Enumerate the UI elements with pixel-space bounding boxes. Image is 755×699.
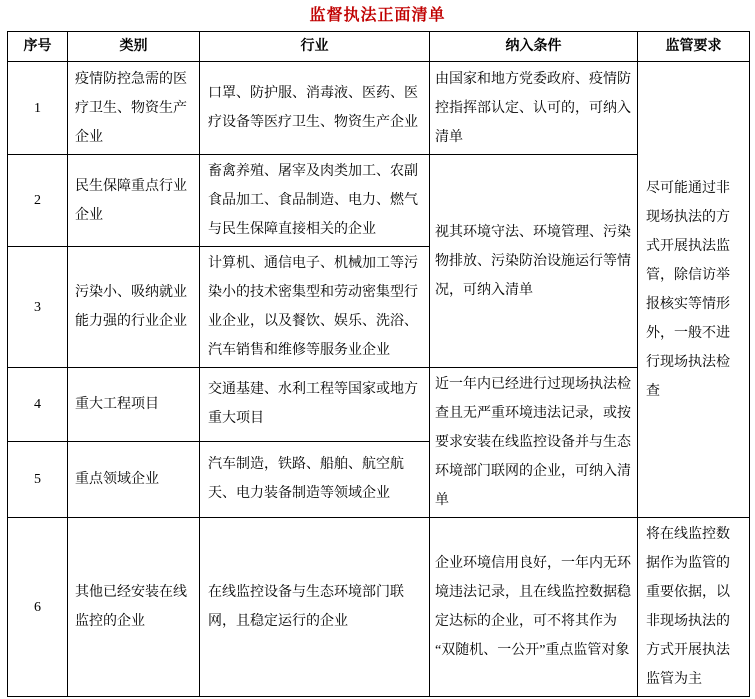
condition-cell-rows2-3: 视其环境守法、环境管理、污染物排放、污染防治设施运行等情况，可纳入清单 bbox=[430, 155, 638, 368]
row2-category-cell: 民生保障重点行业企业 bbox=[68, 155, 200, 247]
row1-condition-cell: 由国家和地方党委政府、疫情防控指挥部认定、认可的，可纳入清单 bbox=[430, 62, 638, 155]
column-header-no: 序号 bbox=[8, 32, 68, 62]
row1-industry-cell: 口罩、防护服、消毒液、医药、医疗设备等医疗卫生、物资生产企业 bbox=[200, 62, 430, 155]
column-header-industry: 行业 bbox=[200, 32, 430, 62]
condition-cell-rows4-5: 近一年内已经进行过现场执法检查且无严重环境违法记录，或按要求安装在线监控设备并与生态环境部门联网的企业，可纳入清单 bbox=[430, 368, 638, 518]
row3-number-cell: 3 bbox=[8, 247, 68, 368]
column-header-supervision: 监管要求 bbox=[638, 32, 750, 62]
row6-number-cell: 6 bbox=[8, 518, 68, 697]
row1-number-cell: 1 bbox=[8, 62, 68, 155]
table-header-row bbox=[8, 32, 750, 62]
row1-category-cell: 疫情防控急需的医疗卫生、物资生产企业 bbox=[68, 62, 200, 155]
table-row-1 bbox=[8, 62, 750, 155]
row6-condition-cell: 企业环境信用良好，一年内无环境违法记录，且在线监控数据稳定达标的企业，可不将其作为“双随机、一公开”重点监管对象 bbox=[430, 518, 638, 697]
row6-industry-cell: 在线监控设备与生态环境部门联网，且稳定运行的企业 bbox=[200, 518, 430, 697]
supervision-cell-rows1-5: 尽可能通过非现场执法的方式开展执法监管，除信访举报核实等情形外，一般不进行现场执法检查 bbox=[638, 62, 750, 518]
column-header-category: 类别 bbox=[68, 32, 200, 62]
table-row-6 bbox=[8, 518, 750, 697]
column-header-condition: 纳入条件 bbox=[430, 32, 638, 62]
supervision-cell-row6: 将在线监控数据作为监管的重要依据，以非现场执法的方式开展执法监管为主 bbox=[638, 518, 750, 697]
row3-industry-cell: 计算机、通信电子、机械加工等污染小的技术密集型和劳动密集型行业企业，以及餐饮、娱乐、洗浴、汽车销售和维修等服务业企业 bbox=[200, 247, 430, 368]
row2-number-cell: 2 bbox=[8, 155, 68, 247]
row4-category-cell: 重大工程项目 bbox=[68, 368, 200, 442]
row5-category-cell: 重点领域企业 bbox=[68, 441, 200, 517]
row6-category-cell: 其他已经安装在线监控的企业 bbox=[68, 518, 200, 697]
row4-industry-cell: 交通基建、水利工程等国家或地方重大项目 bbox=[200, 368, 430, 442]
row2-industry-cell: 畜禽养殖、屠宰及肉类加工、农副食品加工、食品制造、电力、燃气与民生保障直接相关的企业 bbox=[200, 155, 430, 247]
row5-industry-cell: 汽车制造，铁路、船舶、航空航天、电力装备制造等领域企业 bbox=[200, 441, 430, 517]
positive-list-table bbox=[7, 31, 750, 697]
page-title: 监督执法正面清单 bbox=[309, 7, 446, 24]
row4-number-cell: 4 bbox=[8, 368, 68, 442]
row5-number-cell: 5 bbox=[8, 441, 68, 517]
row3-category-cell: 污染小、吸纳就业能力强的行业企业 bbox=[68, 247, 200, 368]
